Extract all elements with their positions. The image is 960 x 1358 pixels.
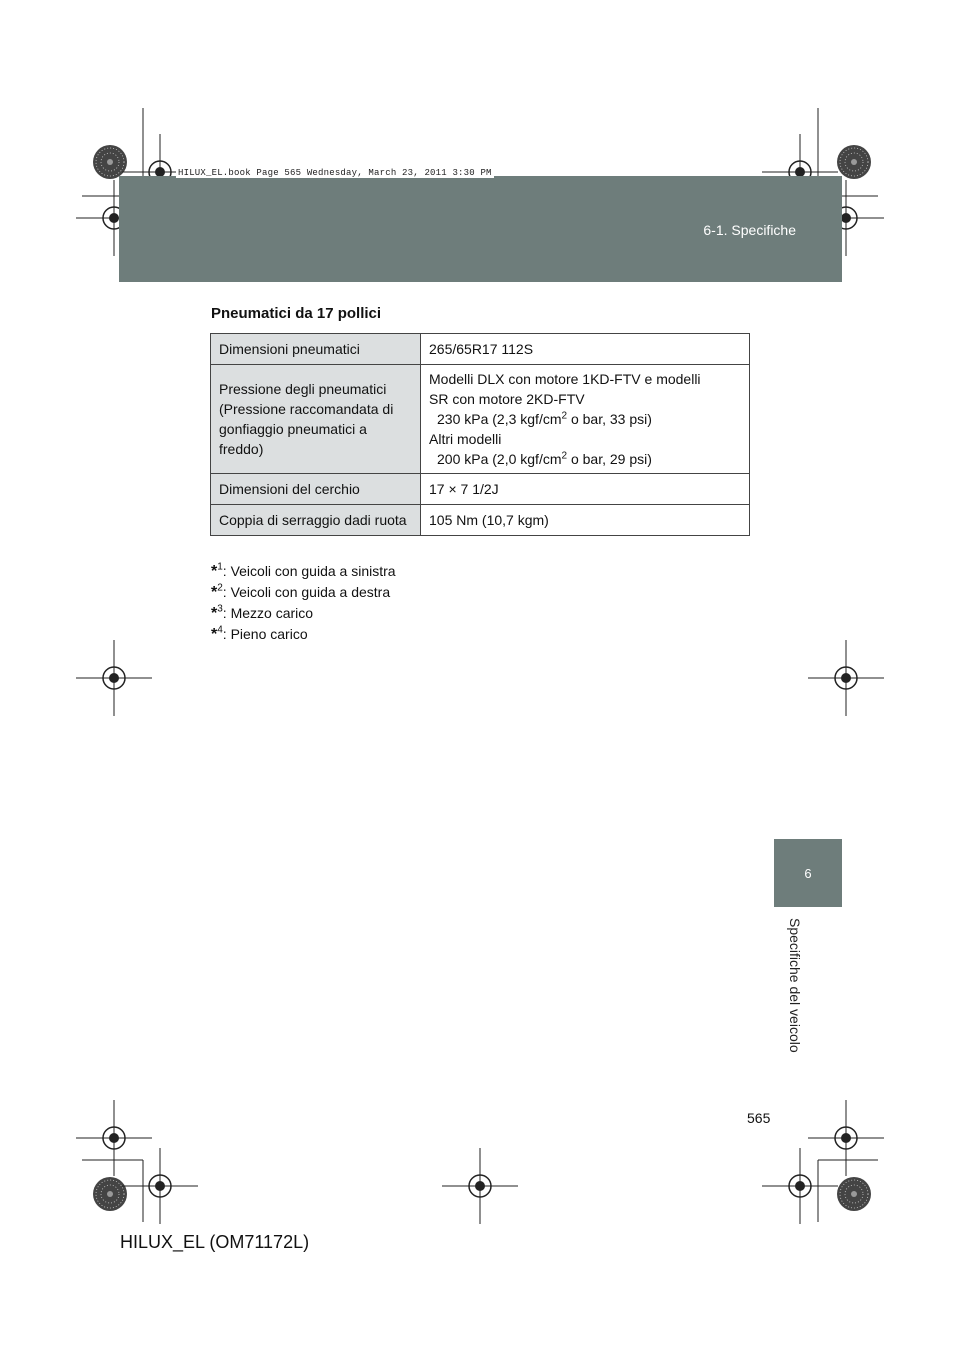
value-line bbox=[429, 449, 741, 469]
row-label: Dimensioni pneumatici bbox=[211, 334, 421, 365]
footnotes bbox=[211, 561, 396, 645]
row-label: Dimensioni del cerchio bbox=[211, 474, 421, 505]
superscript: 2 bbox=[561, 450, 568, 462]
value-line: Modelli DLX con motore 1KD-FTV e modelli bbox=[429, 371, 701, 387]
tire-specs-table bbox=[210, 333, 750, 536]
row-value: 17 × 7 1/2J bbox=[421, 474, 750, 505]
footnote bbox=[211, 603, 396, 624]
asterisk-icon: *$^1$ bbox=[211, 561, 223, 580]
row-label: Pressione degli pneumatici (Pressione raccomandata di gonfiaggio pneumatici a freddo) bbox=[211, 365, 421, 474]
value-text: 200 kPa (2,0 kgf/cm bbox=[437, 451, 562, 467]
value-line: Altri modelli bbox=[429, 431, 502, 447]
row-value: 265/65R17 112S bbox=[421, 334, 750, 365]
chapter-tab bbox=[774, 839, 842, 907]
footnote-number: 3 bbox=[217, 603, 223, 615]
value-line bbox=[429, 409, 741, 429]
row-value bbox=[421, 365, 750, 474]
print-info: HILUX_EL.book Page 565 Wednesday, March 23, 2011 3:30 PM bbox=[178, 168, 492, 178]
value-text: 230 kPa (2,3 kgf/cm bbox=[437, 411, 562, 427]
footnote bbox=[211, 582, 396, 603]
footnote bbox=[211, 561, 396, 582]
table-row bbox=[211, 505, 750, 536]
table-row bbox=[211, 365, 750, 474]
footnote-number: 1 bbox=[217, 561, 223, 573]
footnote-number: 2 bbox=[217, 582, 223, 594]
table-row bbox=[211, 334, 750, 365]
row-label: Coppia di serraggio dadi ruota bbox=[211, 505, 421, 536]
footnote-text: : Veicoli con guida a destra bbox=[222, 584, 391, 600]
value-text: o bar, 33 psi) bbox=[567, 411, 652, 427]
footnote-text: : Mezzo carico bbox=[222, 605, 314, 621]
footnote-text: : Veicoli con guida a sinistra bbox=[222, 563, 396, 579]
footnote bbox=[211, 624, 396, 645]
footnote-text: : Pieno carico bbox=[222, 626, 308, 642]
chapter-number: 6 bbox=[804, 866, 812, 881]
superscript: 2 bbox=[561, 410, 568, 422]
chapter-caption: Specifiche del veicolo bbox=[787, 918, 803, 1053]
value-text: o bar, 29 psi) bbox=[567, 451, 652, 467]
table-row bbox=[211, 474, 750, 505]
value-line: SR con motore 2KD-FTV bbox=[429, 391, 585, 407]
section-label: 6-1. Specifiche bbox=[703, 222, 796, 238]
page-heading: Pneumatici da 17 pollici bbox=[211, 305, 382, 322]
page-number: 565 bbox=[747, 1110, 771, 1126]
asterisk-icon: *$^3$ bbox=[211, 603, 223, 622]
asterisk-icon: *$^4$ bbox=[211, 624, 223, 643]
footer-code: HILUX_EL (OM71172L) bbox=[120, 1232, 310, 1252]
asterisk-icon: *$^2$ bbox=[211, 582, 223, 601]
footnote-number: 4 bbox=[217, 624, 223, 636]
row-value: 105 Nm (10,7 kgm) bbox=[421, 505, 750, 536]
